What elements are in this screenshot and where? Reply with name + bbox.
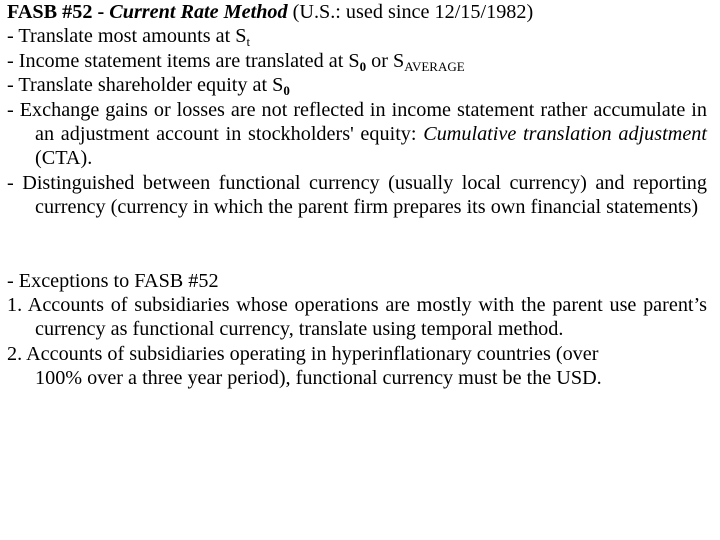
exception-item-2-line-2: 100% over a three year period), functional currency must be the USD. [35, 367, 602, 390]
subscript-zero: 0 [359, 58, 367, 74]
slide-body [7, 0, 707, 391]
bullet-text: (CTA). [35, 147, 93, 170]
exceptions-heading: - Exceptions to FASB #52 [7, 269, 219, 292]
exception-item-1: 1. Accounts of subsidiaries whose operations are mostly with the parent use parent’s currency as functional currency, translate using temporal method. [7, 294, 707, 341]
title-method: Current Rate Method [109, 1, 288, 23]
bullet-text: - Translate most amounts at S [7, 25, 247, 48]
bullet-exchange-gains [7, 98, 707, 171]
spacer [7, 220, 707, 269]
subscript-zero: 0 [283, 83, 290, 99]
bullet-income-statement [7, 49, 707, 73]
slide-title [7, 0, 707, 24]
cta-term: Cumulative translation adjustment [423, 123, 707, 146]
title-note: (U.S.: used since 12/15/1982) [287, 1, 534, 23]
title-code: FASB #52 - [7, 1, 110, 23]
bullet-functional-currency: - Distinguished between functional currency (usually local currency) and reporting currency (currency in which the parent firm prepares its own financial statements) [7, 171, 707, 219]
subscript-t: t [246, 34, 251, 50]
bullet-text: - Exchange gains or losses are not reflected in income statement rather accumulate in an adjustment account in stockholders' equity: [7, 98, 707, 146]
bullet-translate-amounts [7, 24, 707, 48]
bullet-text: - Translate shareholder equity at S [7, 74, 284, 97]
exception-item-2-line-1: 2. Accounts of subsidiaries operating in hyperinflationary countries (over [7, 342, 599, 365]
subscript-average: AVERAGE [404, 58, 465, 74]
bullet-shareholder-equity [7, 73, 707, 97]
bullet-text: or S [366, 49, 405, 72]
bullet-text: - Income statement items are translated at S [7, 49, 360, 72]
